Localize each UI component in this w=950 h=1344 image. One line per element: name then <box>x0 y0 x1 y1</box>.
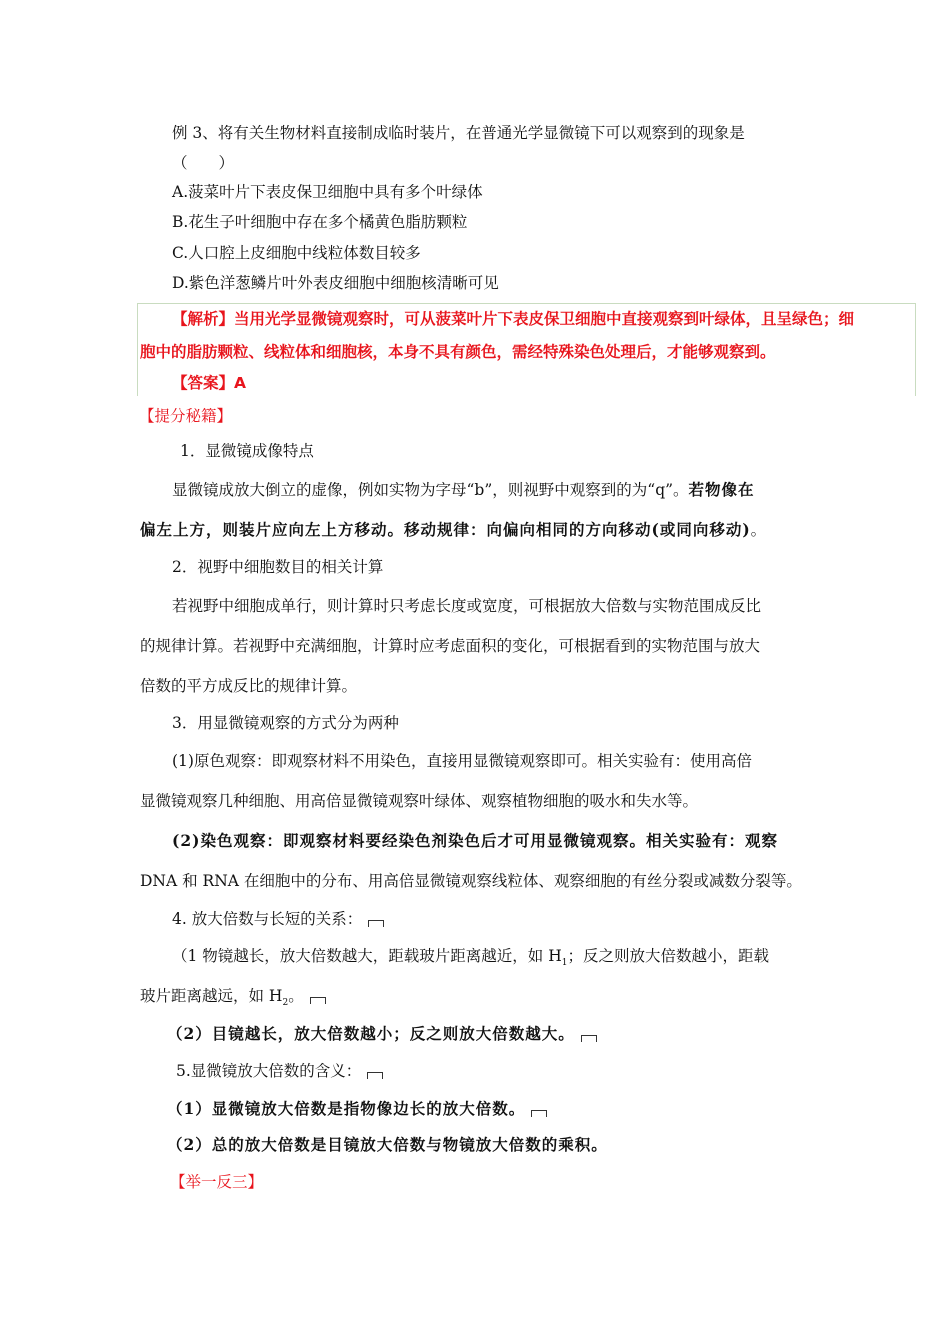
tips-heading: 【提分秘籍】 <box>139 407 233 425</box>
section-3-item-1-line-1: (1)原色观察：即观察材料不用染色，直接用显微镜观察即可。相关实验有：使用高倍 <box>172 752 752 770</box>
analysis-line-2: 胞中的脂肪颗粒、线粒体和细胞核，本身不具有颜色，需经特殊染色处理后，才能够观察到。 <box>140 343 776 361</box>
analysis-line-1: 【解析】当用光学显微镜观察时，可从菠菜叶片下表皮保卫细胞中直接观察到叶绿体，且呈绿色；细 <box>172 310 855 328</box>
section-1-bold-text: 若物像在 <box>688 480 755 499</box>
section-4-item-2: （2）目镜越长，放大倍数越小；反之则放大倍数越大。 <box>167 1024 575 1043</box>
option-d: D.紫色洋葱鳞片叶外表皮细胞中细胞核清晰可见 <box>172 274 499 292</box>
answer-label: 【答案】A <box>172 374 246 392</box>
subscript-2: 2 <box>282 998 289 1009</box>
paragraph-mark-icon <box>367 1072 383 1079</box>
subscript-1: 1 <box>561 958 568 969</box>
section-2-line-3: 倍数的平方成反比的规律计算。 <box>140 677 358 695</box>
paragraph-mark-icon <box>368 920 384 927</box>
section-5-title-line <box>176 1061 383 1081</box>
section-4-item-1-line-1 <box>172 946 769 969</box>
section-5-item-1: （1）显微镜放大倍数是指物像边长的放大倍数。 <box>167 1099 526 1118</box>
section-4-item-1-line-2 <box>140 986 326 1009</box>
section-2-line-1: 若视野中细胞成单行，则计算时只考虑长度或宽度，可根据放大倍数与实物范围成反比 <box>172 597 762 615</box>
section-4-item-1-text-b: ；反之则放大倍数越小，距载 <box>567 947 769 965</box>
section-5-item-2: （2）总的放大倍数是目镜放大倍数与物镜放大倍数的乘积。 <box>167 1135 608 1154</box>
section-4-item-1-text-d: 。 <box>288 987 304 1005</box>
paragraph-mark-icon <box>310 997 326 1004</box>
question-stem: 例 3、将有关生物材料直接制成临时装片，在普通光学显微镜下可以观察到的现象是 <box>172 124 745 142</box>
section-5-item-1-line <box>167 1099 547 1119</box>
section-2-line-2: 的规律计算。若视野中充满细胞，计算时应考虑面积的变化，可根据看到的实物范围与放大 <box>140 637 761 655</box>
paragraph-mark-icon <box>581 1035 597 1042</box>
section-1-paragraph-line-1 <box>172 480 755 500</box>
section-2-title: 2．视野中细胞数目的相关计算 <box>172 558 384 576</box>
section-4-item-2-line <box>167 1024 597 1044</box>
section-5-title: 5.显微镜放大倍数的含义： <box>176 1062 362 1080</box>
section-3-item-1-line-2: 显微镜观察几种细胞、用高倍显微镜观察叶绿体、观察植物细胞的吸水和失水等。 <box>140 792 699 810</box>
option-b: B.花生子叶细胞中存在多个橘黄色脂肪颗粒 <box>172 213 468 231</box>
section-1-normal-text: 显微镜成放大倒立的虚像，例如实物为字母“b”，则视野中观察到的为“q”。 <box>172 481 689 499</box>
section-1-period: 。 <box>750 521 767 539</box>
section-4-title: 4. 放大倍数与长短的关系： <box>172 910 363 928</box>
option-a: A.菠菜叶片下表皮保卫细胞中具有多个叶绿体 <box>172 183 483 201</box>
section-4-item-1-text-c: 玻片距离越远，如 H <box>140 987 283 1005</box>
section-1-paragraph-line-2 <box>140 520 766 540</box>
option-c: C.人口腔上皮细胞中线粒体数目较多 <box>172 244 421 262</box>
practice-heading: 【举一反三】 <box>170 1173 264 1191</box>
section-1-bold-rule: 偏左上方，则装片应向左上方移动。移动规律：向偏向相同的方向移动(或同向移动) <box>140 520 751 539</box>
section-3-item-2-line-2: DNA 和 RNA 在细胞中的分布、用高倍显微镜观察线粒体、观察细胞的有丝分裂或减数分裂等。 <box>140 872 802 890</box>
section-4-title-line <box>172 909 384 929</box>
section-3-title: 3．用显微镜观察的方式分为两种 <box>172 714 399 732</box>
paragraph-mark-icon <box>531 1110 547 1117</box>
section-3-item-2-line-1: (2)染色观察：即观察材料要经染色剂染色后才可用显微镜观察。相关实验有：观察 <box>172 831 778 850</box>
answer-parentheses: （ ） <box>172 154 235 172</box>
section-1-title: 1．显微镜成像特点 <box>180 442 314 460</box>
section-4-item-1-text-a: （1 物镜越长，放大倍数越大，距载玻片距离越近，如 H <box>172 947 562 965</box>
